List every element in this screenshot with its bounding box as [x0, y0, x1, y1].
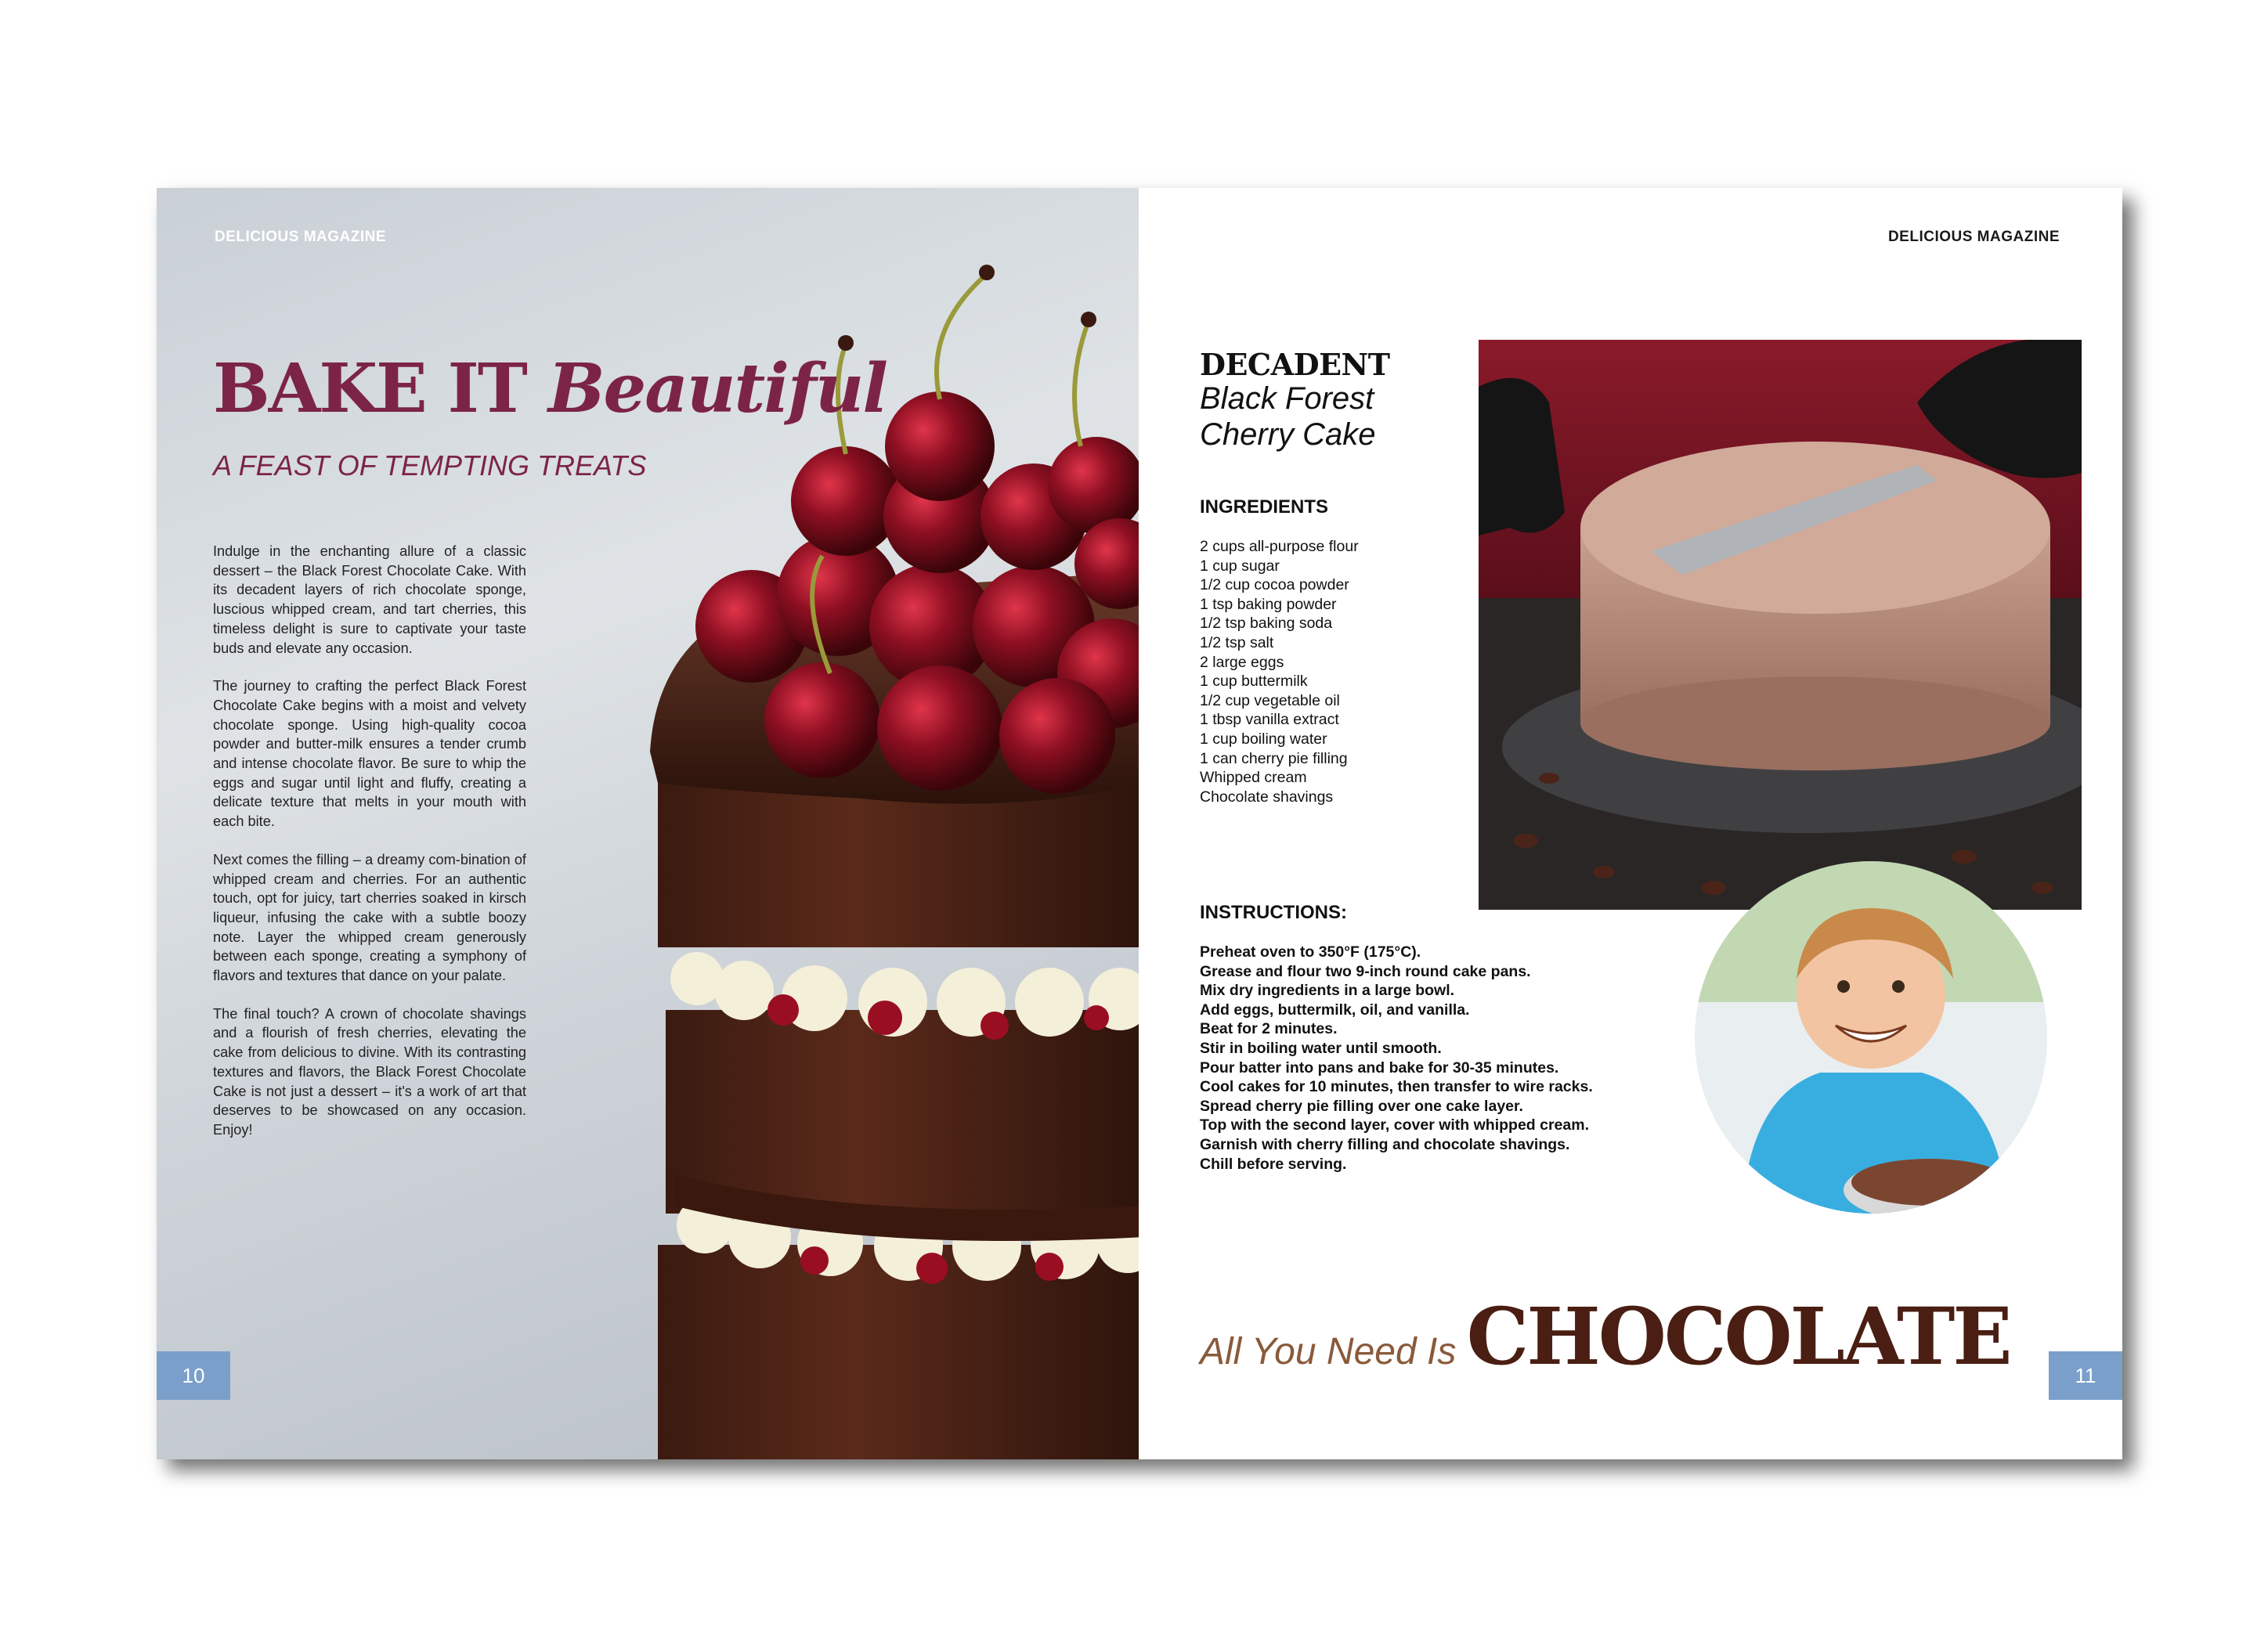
ingredient-item: 1 cup sugar: [1200, 557, 1280, 575]
instruction-step: Pour batter into pans and bake for 30-35 minutes.: [1200, 1059, 1559, 1077]
ingredient-item: 1/2 cup vegetable oil: [1200, 691, 1340, 709]
tagline-big: CHOCOLATE: [1466, 1290, 2010, 1383]
magazine-header: DELICIOUS MAGAZINE: [1887, 229, 2060, 245]
instruction-step: Preheat oven to 350°F (175°C).: [1200, 943, 1421, 961]
ingredient-item: Whipped cream: [1200, 769, 1307, 787]
instruction-step: Add eggs, buttermilk, oil, and vanilla.: [1200, 1001, 1470, 1019]
title-plain: BAKE IT: [213, 349, 548, 428]
page-title: [213, 349, 887, 428]
ingredient-item: 1 cup boiling water: [1200, 730, 1327, 748]
recipe-subtitle-line: Black Forest: [1200, 381, 1374, 416]
ingredient-item: 1/2 tsp salt: [1200, 633, 1274, 651]
instruction-step: Grease and flour two 9-inch round cake pans.: [1200, 962, 1531, 980]
tagline-small: All You Need Is: [1200, 1331, 1467, 1372]
frosting-cake-photo: [1479, 340, 2082, 910]
ingredient-item: 1/2 cup cocoa powder: [1200, 576, 1349, 594]
recipe-title: DECADENT: [1200, 347, 1390, 382]
instruction-step: Garnish with cherry filling and chocolate shavings.: [1200, 1135, 1570, 1153]
instruction-step: Stir in boiling water until smooth.: [1200, 1039, 1442, 1057]
article-paragraph: The final touch? A crown of chocolate shavings and a flourish of fresh cherries, elevating the cake from delicious to divine. With its contrasting textures and flavors, the Black Forest Chocolate Cake is not just a dessert – it's a work of art that deserves to be showcased on any occasion. Enjoy!: [213, 1005, 526, 1138]
ingredient-item: Chocolate shavings: [1200, 788, 1334, 806]
instructions-list: [1200, 943, 1593, 1174]
instruction-step: Beat for 2 minutes.: [1200, 1020, 1338, 1038]
ingredient-item: 2 cups all-purpose flour: [1200, 538, 1359, 555]
instruction-step: Cool cakes for 10 minutes, then transfer to wire racks.: [1200, 1078, 1593, 1096]
ingredients-heading: INGREDIENTS: [1200, 496, 1329, 518]
page-subtitle: A FEAST OF TEMPTING TREATS: [213, 449, 647, 481]
article-paragraph: Indulge in the enchanting allure of a classic dessert – the Black Forest Chocolate Cake. With its decadent layers of rich chocolate sponge, luscious whipped cream, and tart cherries, this timeless delight is sure to captivate your taste buds and elevate any occasion.: [213, 543, 526, 656]
right-page: [1139, 188, 2122, 1459]
page-number-left: 10: [157, 1351, 230, 1400]
ingredient-item: 1 can cherry pie filling: [1200, 749, 1348, 767]
instruction-step: Top with the second layer, cover with whipped cream.: [1200, 1116, 1590, 1134]
recipe-subtitle-line: Cherry Cake: [1200, 417, 1376, 452]
instruction-step: Chill before serving.: [1200, 1155, 1347, 1173]
child-baking-photo: [1695, 861, 2047, 1214]
article-paragraph: Next comes the filling – a dreamy com-bination of whipped cream and cherries. For an authentic touch, opt for juicy, tart cherries soaked in kirsch liqueur, infusing the cake with a subtle boozy note. Layer the whipped cream generously between each sponge, creating a symphony of flavors and textures that dance on your palate.: [213, 851, 526, 984]
ingredient-item: 1/2 tsp baking soda: [1200, 615, 1333, 633]
ingredient-item: 1 cup buttermilk: [1200, 673, 1308, 691]
instruction-step: Mix dry ingredients in a large bowl.: [1200, 982, 1455, 1000]
title-italic: Beautiful: [547, 349, 887, 428]
article-body: [213, 542, 526, 1159]
ingredient-item: 2 large eggs: [1200, 653, 1284, 671]
magazine-header: DELICIOUS MAGAZINE: [215, 229, 387, 245]
left-page: [157, 188, 1139, 1459]
recipe-subtitle: [1200, 380, 1376, 453]
instruction-step: Spread cherry pie filling over one cake layer.: [1200, 1097, 1523, 1115]
instructions-heading: INSTRUCTIONS:: [1200, 902, 1347, 923]
article-paragraph: The journey to crafting the perfect Black Forest Chocolate Cake begins with a moist and velvety chocolate sponge. Using high-quality cocoa powder and butter-milk ensures a tender crumb and intense chocolate flavor. Be sure to whip the eggs and sugar until light and fluffy, creating a delicate texture that melts in your mouth with each bite.: [213, 678, 526, 830]
magazine-spread: [157, 188, 2122, 1459]
tagline: [1200, 1290, 2010, 1383]
page-number-right: 11: [2049, 1351, 2122, 1400]
ingredients-list: [1200, 537, 1359, 806]
ingredient-item: 1 tbsp vanilla extract: [1200, 711, 1339, 729]
ingredient-item: 1 tsp baking powder: [1200, 595, 1337, 613]
